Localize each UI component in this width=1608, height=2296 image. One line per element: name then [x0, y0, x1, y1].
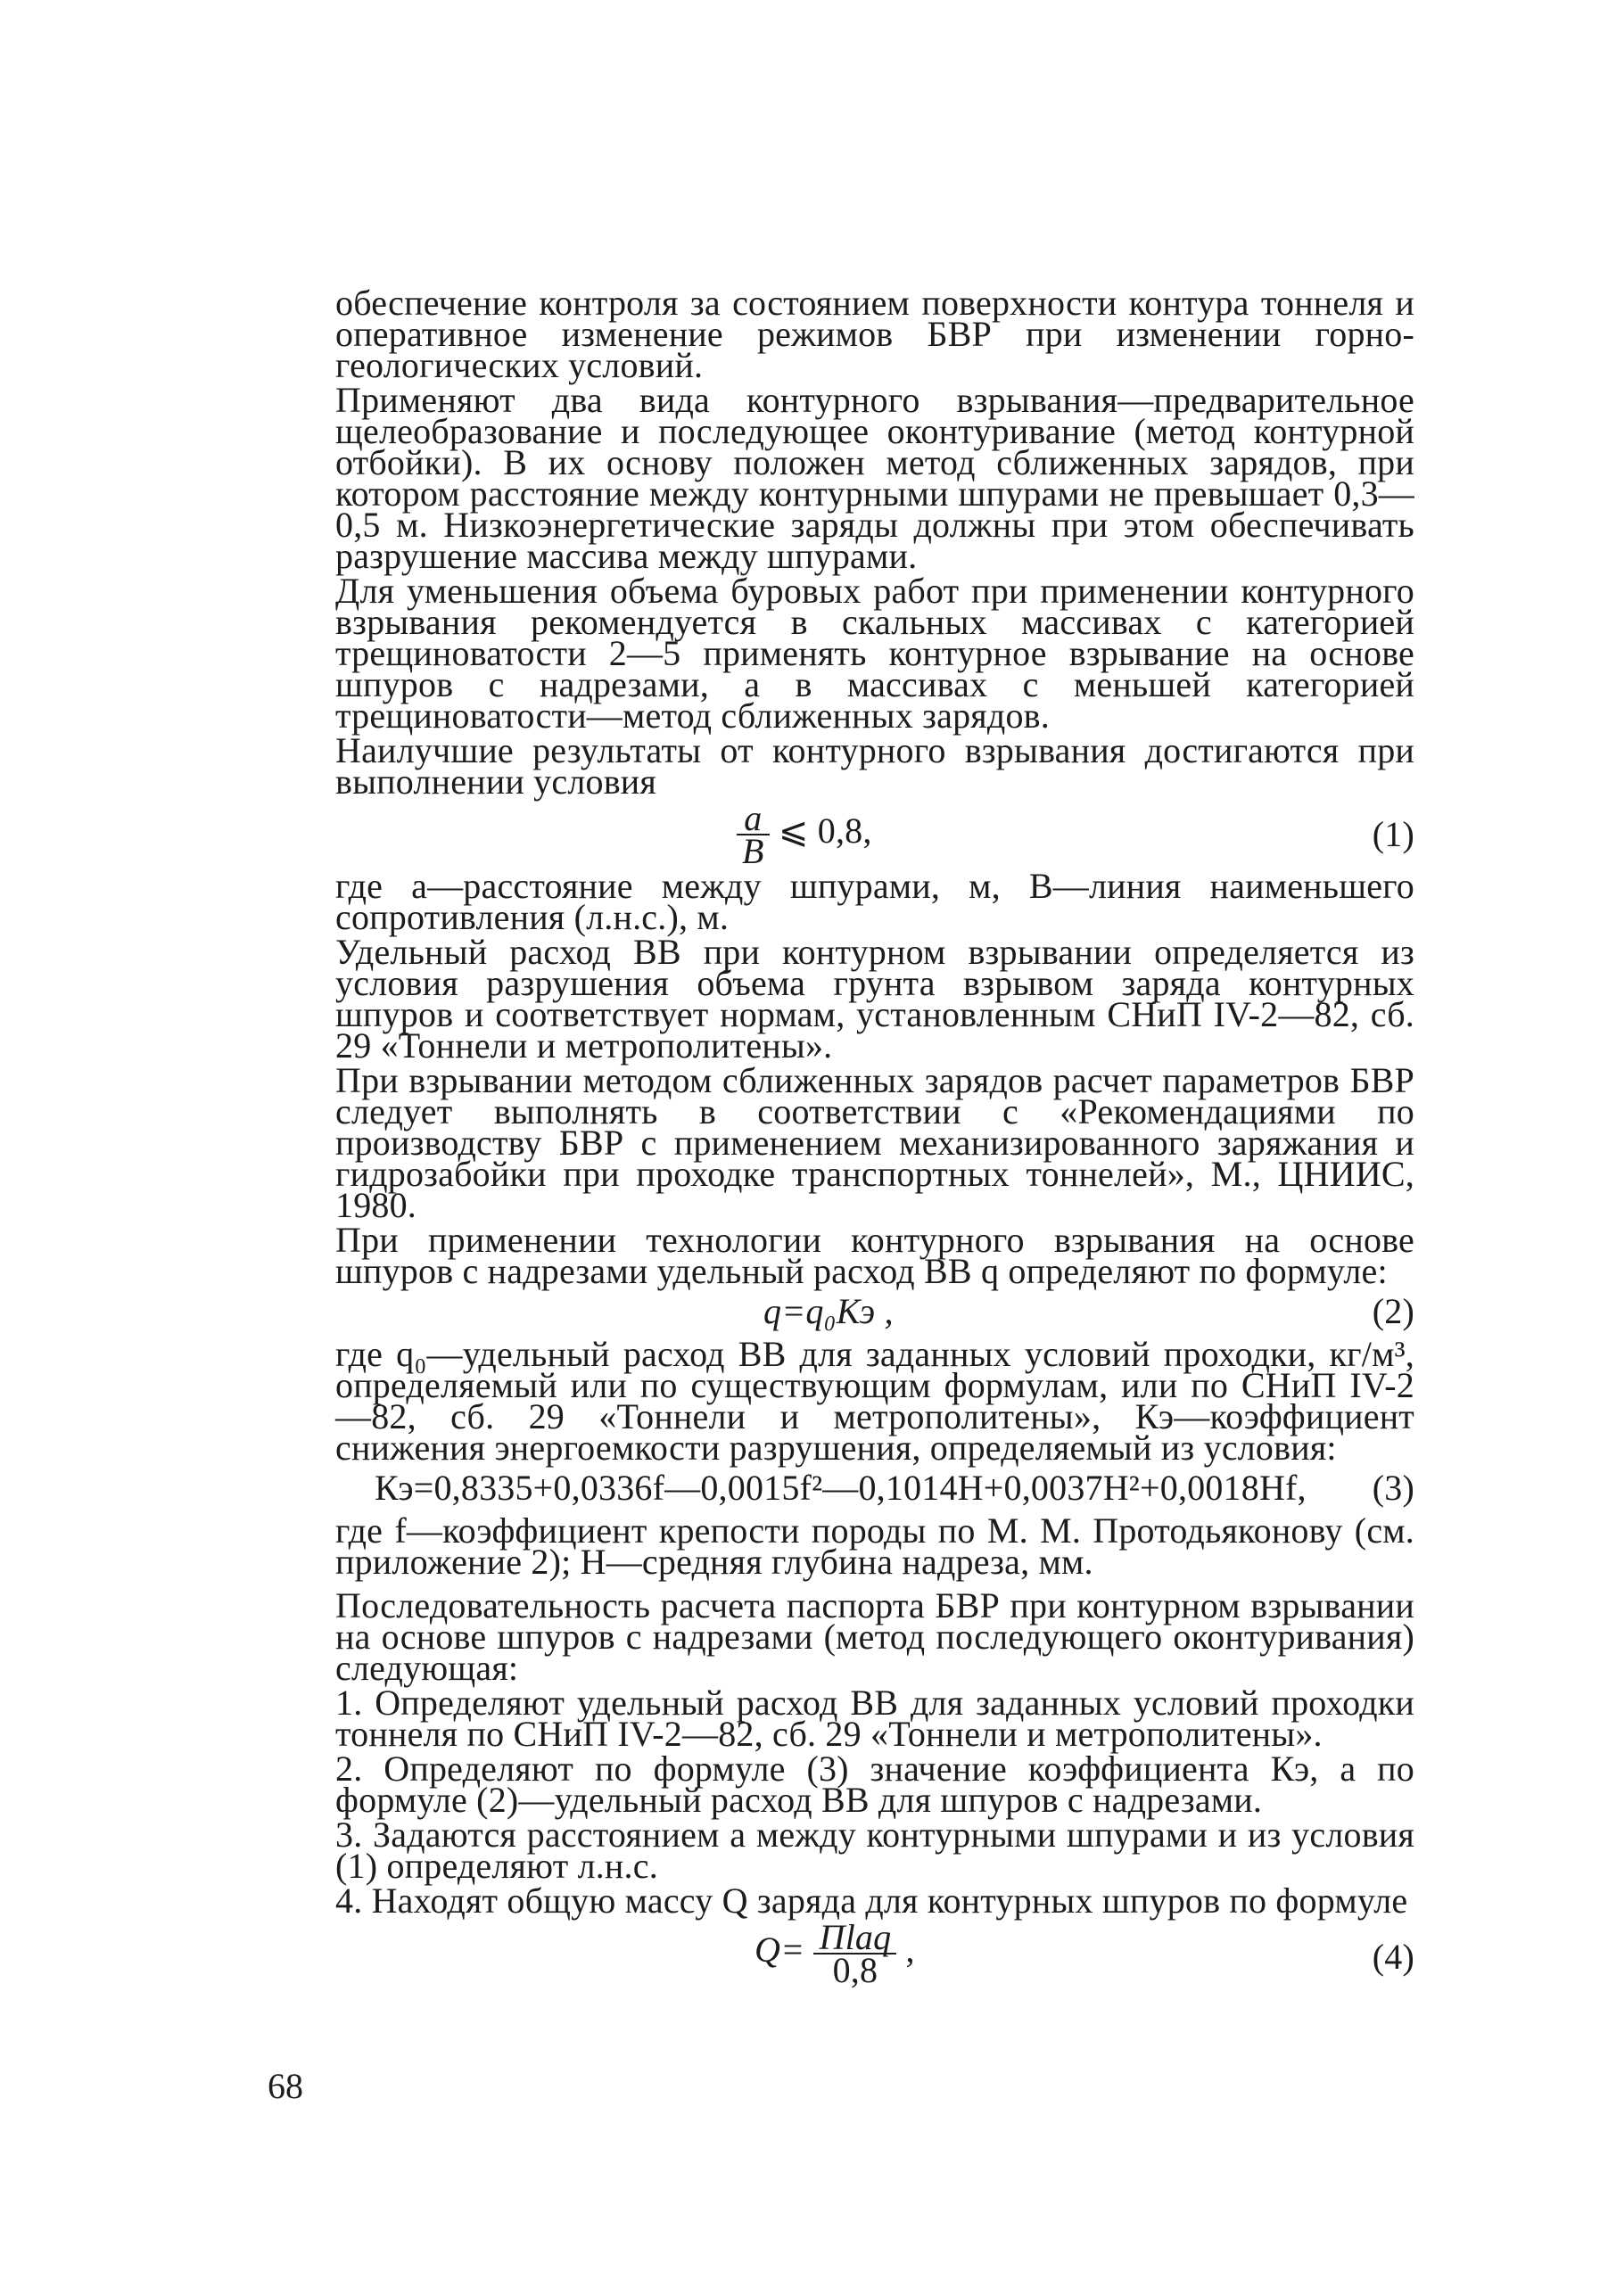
formula-4-fraction: [813, 1917, 896, 1990]
paragraph-13: 2. Определяют по формуле (3) значение коэффициента Кэ, а по формуле (2)—удельный расход ВВ для шпуров с надрезами.: [335, 1749, 1414, 1820]
page-body: [335, 283, 1414, 1998]
formula-2-expression: q=q₀Кэ ,: [763, 1291, 894, 1331]
formula-4-expression: [755, 1917, 915, 1990]
paragraph-11: Последовательность расчета паспорта БВР при контурном взрывании на основе шпуров с надрезами (метод последующего оконтуривания) следующая:: [335, 1585, 1414, 1688]
paragraph-10: где f—коэффициент крепости породы по М. М. Протодьяконову (см. приложение 2); H—средняя глубина надреза, мм.: [335, 1510, 1414, 1582]
paragraph-4: Наилучшие результаты от контурного взрывания достигаются при выполнении условия: [335, 730, 1414, 802]
paragraph-14: 3. Задаются расстоянием a между контурными шпурами и из условия (1) определяют л.н.с.: [335, 1815, 1414, 1886]
paragraph-12: 1. Определяют удельный расход ВВ для заданных условий проходки тоннеля по СНиП IV-2—82, сб. 29 «Тоннели и метрополитены».: [335, 1683, 1414, 1754]
formula-2-number: (2): [1372, 1291, 1414, 1331]
formula-2: [335, 1292, 1414, 1333]
paragraph-7: При взрывании методом сближенных зарядов расчет параметров БВР следует выполнять в соответствии с «Рекомендациями по производству БВР с применением механизированного заряжания и гидрозабойки при проходке транспортных тоннелей», М., ЦНИИС, 1980.: [335, 1060, 1414, 1225]
paragraph-3: Для уменьшения объема буровых работ при применении контурного взрывания рекомендуется в скальных массивах с категорией трещиноватости 2—5 применять контурное взрывание на основе шпуров с надрезами, а в массивах с меньшей категорией трещиноватости—метод сближенных зарядов.: [335, 571, 1414, 736]
paragraph-15: 4. Находят общую массу Q заряда для контурных шпуров по формуле: [335, 1880, 1408, 1921]
formula-4: [335, 1917, 1414, 1993]
formula-1-expression: [737, 798, 872, 871]
paragraph-6: Удельный расход ВВ при контурном взрывании определяется из условия разрушения объема грунта взрывом заряда контурных шпуров и соответствует нормам, установленным СНиП IV-2—82, сб. 29 «Тоннели и метрополитены».: [335, 932, 1414, 1066]
formula-1-fraction: [737, 798, 770, 871]
formula-1-denominator: B: [742, 831, 764, 871]
formula-1-number: (1): [1372, 814, 1414, 854]
formula-4-rest: ,: [905, 1930, 915, 1971]
paragraph-2: Применяют два вида контурного взрывания—предварительное щелеобразование и последующее оконтуривание (метод контурной отбойки). В их основу положен метод сближенных зарядов, при котором расстояние между контурными шпурами не превышает 0,3—0,5 м. Низкоэнергетические заряды должны при этом обеспечивать разрушение массива между шпурами.: [335, 380, 1414, 576]
page-number: 68: [268, 2066, 303, 2106]
formula-3-number: (3): [1372, 1468, 1414, 1508]
formula-3-expression: Кэ=0,8335+0,0336f—0,0015f²—0,1014H+0,0037H²+0,0018Hf,: [375, 1468, 1307, 1508]
formula-3: [335, 1469, 1414, 1510]
formula-1-numerator: a: [737, 802, 770, 835]
formula-4-numerator: Пlaq: [813, 1922, 896, 1954]
formula-4-number: (4): [1372, 1937, 1414, 1977]
formula-1: [335, 798, 1414, 871]
formula-1-rest: ⩽ 0,8,: [778, 811, 872, 852]
formula-4-denominator: 0,8: [832, 1950, 878, 1990]
paragraph-1: обеспечение контроля за состоянием поверхности контура тоннеля и оперативное изменение режимов БВР при изменении горно-геологических условий.: [335, 283, 1414, 385]
paragraph-5: где a—расстояние между шпурами, м, B—линия наименьшего сопротивления (л.н.с.), м.: [335, 866, 1414, 937]
paragraph-9: где q₀—удельный расход ВВ для заданных условий проходки, кг/м³, определяемый или по существующим формулам, или по СНиП IV-2—82, сб. 29 «Тоннели и метрополитены», Кэ—коэффициент снижения энергоемкости разрушения, определяемый из условия:: [335, 1334, 1414, 1468]
paragraph-8: При применении технологии контурного взрывания на основе шпуров с надрезами удельный расход ВВ q определяют по формуле:: [335, 1220, 1414, 1291]
formula-4-lhs: Q=: [755, 1930, 805, 1971]
